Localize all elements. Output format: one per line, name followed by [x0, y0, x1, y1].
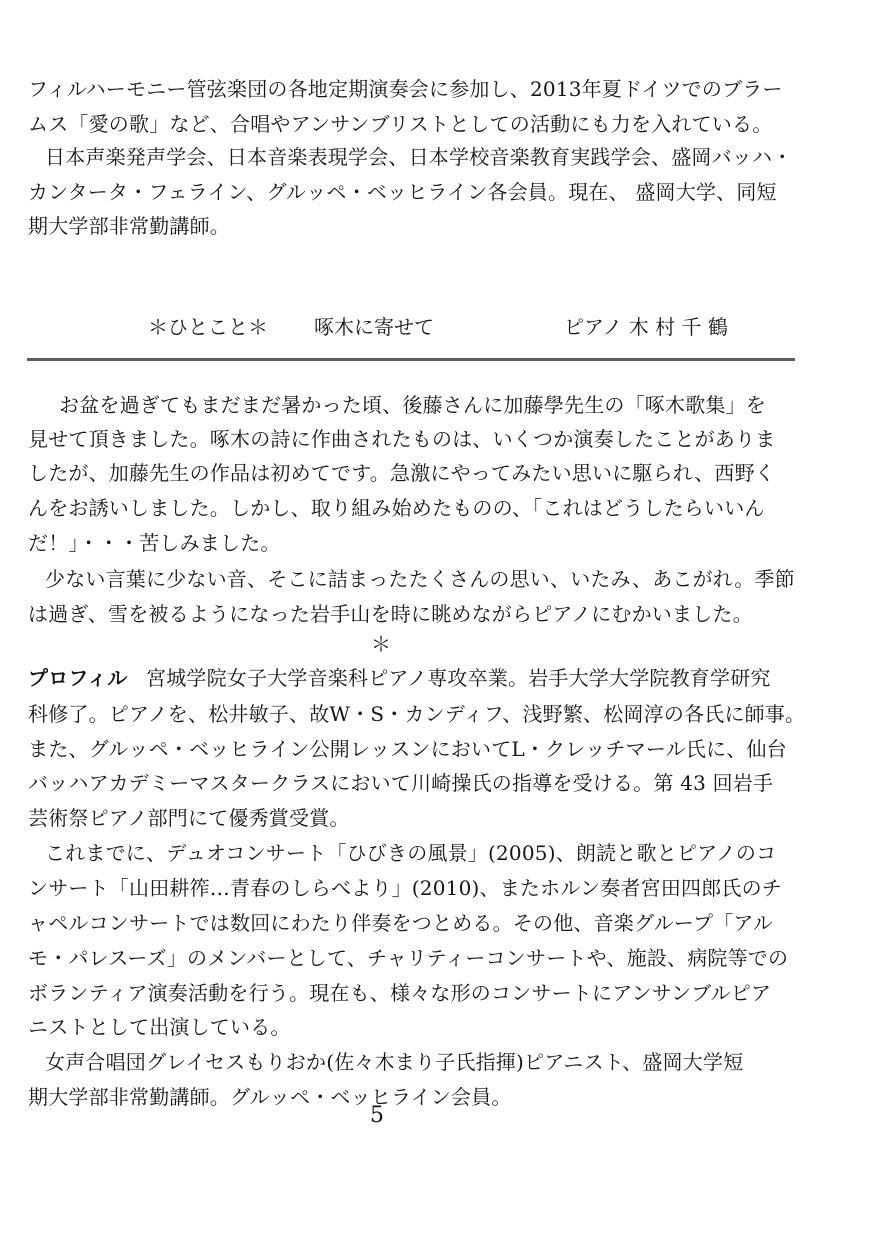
profile-line-4: バッハアカデミーマスタークラスにおいて川崎操氏の指導を受ける。第 43 回岩手 [28, 771, 774, 795]
profile-line-10: ボランティア演奏活動を行う。現在も、様々な形のコンサートにアンサンブルピア [28, 981, 772, 1005]
essay-line-3: したが、加藤先生の作品は初めてです。急激にやってみたい思いに駆られ、西野く [28, 461, 775, 485]
intro-line-3: 日本声楽発声学会、日本音楽表現学会、日本学校音楽教育実践学会、盛岡バッハ・ [45, 145, 793, 169]
profile-line-9: モ・パレスーズ」のメンバーとして、チャリティーコンサートや、施設、病院等での [28, 946, 789, 970]
profile-line-7: ンサート「山田耕筰…青春のしらべより」(2010)、またホルン奏者宮田四郎氏のチ [28, 876, 783, 900]
page-number: 5 [370, 1103, 384, 1128]
profile-line-1: 宮城学院女子大学音楽科ピアノ専攻卒業。岩手大学大学院教育学研究 [146, 666, 771, 690]
heading-label: ＊ひとこと＊ [148, 315, 268, 339]
intro-line-1: フィルハーモニー管弦楽団の各地定期演奏会に参加し、2013年夏ドイツでのブラー [28, 77, 783, 101]
intro-line-2: ムス「愛の歌」など、合唱やアンサンブリストとしての活動にも力を入れている。 [28, 112, 773, 136]
essay-line-4: んをお誘いしました。しかし、取り組み始めたものの、「これはどうしたらいいん [28, 496, 765, 520]
intro-line-4: カンタータ・フェライン、グルッペ・ベッヒライン各会員。現在、 盛岡大学、同短 [28, 180, 777, 204]
section-divider [27, 358, 795, 361]
profile-label: プロフィル [28, 666, 128, 690]
profile-line-5: 芸術祭ピアノ部門にて優秀賞受賞。 [28, 806, 350, 830]
profile-line-8: ャペルコンサートでは数回にわたり伴奏をつとめる。その他、音楽グループ「アル [28, 911, 773, 935]
heading-author: ピアノ 木 村 千 鶴 [564, 315, 728, 339]
heading-subtitle: 啄木に寄せて [314, 315, 434, 339]
section-heading [0, 313, 870, 343]
essay-line-2: 見せて頂きました。啄木の詩に作曲されたものは、いくつか演奏したことがありま [28, 427, 776, 451]
separator-asterisk: ＊ [371, 632, 391, 656]
essay-line-6: 少ない言葉に少ない音、そこに詰まったたくさんの思い、いたみ、あこがれ。季節 [45, 567, 795, 591]
essay-line-7: は過ぎ、雪を被るようになった岩手山を時に眺めながらピアノにむかいました。 [28, 602, 753, 626]
profile-line-12: 女声合唱団グレイセスもりおか(佐々木まり子氏指揮)ピアニスト、盛岡大学短 [45, 1050, 744, 1074]
essay-line-5: だ！」・・・苦しみました。 [28, 531, 281, 555]
intro-line-5: 期大学部非常勤講師。 [28, 214, 230, 238]
profile-line-3: また、グルッペ・ベッヒライン公開レッスンにおいてL・クレッチマール氏に、仙台 [28, 737, 787, 761]
essay-line-1: お盆を過ぎてもまだまだ暑かった頃、後藤さんに加藤學先生の「啄木歌集」を [59, 393, 766, 417]
profile-line-13: 期大学部非常勤講師。グルッペ・ベッヒライン会員。 [28, 1085, 512, 1109]
profile-line-11: ニストとして出演している。 [28, 1015, 291, 1039]
profile-line-2: 科修了。ピアノを、松井敏子、故W・S・カンディフ、浅野繁、松岡淳の各氏に師事。 [28, 702, 806, 726]
profile-line-6: これまでに、デュオコンサート「ひびきの風景」(2005)、朗読と歌とピアノのコ [45, 841, 777, 865]
